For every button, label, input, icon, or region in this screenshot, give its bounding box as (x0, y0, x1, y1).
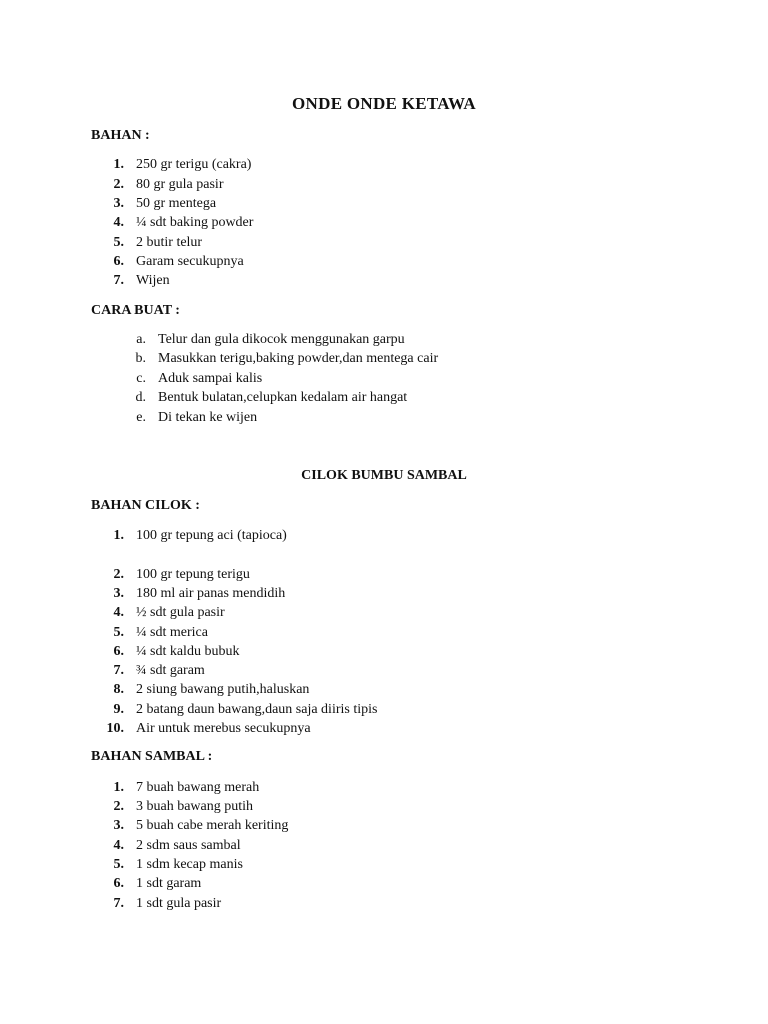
list-item-number: 3. (113, 586, 124, 601)
list-item-number: 6. (113, 876, 124, 891)
list-item-text: 50 gr mentega (136, 196, 217, 211)
list-item-text: 3 buah bawang putih (136, 799, 254, 814)
list-item-number: 8. (113, 682, 124, 697)
step-item-number: c. (136, 371, 146, 386)
list-item-text: ¾ sdt garam (136, 663, 205, 678)
step-item-number: a. (136, 332, 146, 347)
list-item-number: 5. (113, 857, 124, 872)
list-item-number: 4. (113, 838, 124, 853)
list-item-text: Garam secukupnya (136, 254, 244, 269)
list-item-text: 7 buah bawang merah (136, 780, 260, 795)
step-item-text: Di tekan ke wijen (158, 410, 258, 425)
list-item-number: 7. (113, 896, 124, 911)
list-item-text: 5 buah cabe merah keriting (136, 818, 289, 833)
step-item-number: b. (135, 351, 146, 366)
list-item-text: ¼ sdt merica (136, 625, 208, 640)
list-item-number: 2. (113, 799, 124, 814)
list-item-number: 5. (113, 235, 124, 250)
list-item-number: 9. (113, 702, 124, 717)
list-item-text: ¼ sdt kaldu bubuk (136, 644, 240, 659)
step-item-text: Telur dan gula dikocok menggunakan garpu (158, 332, 405, 347)
list-item-text: 180 ml air panas mendidih (136, 586, 286, 601)
list-item-text: 2 butir telur (136, 235, 203, 250)
recipe-title-onde-onde: ONDE ONDE KETAWA (292, 94, 476, 113)
step-item-text: Bentuk bulatan,celupkan kedalam air hangat (158, 390, 408, 405)
list-item-text: 2 sdm saus sambal (136, 838, 241, 853)
list-item-text: 1 sdt gula pasir (136, 896, 222, 911)
list-item-number: 7. (113, 273, 124, 288)
list-item-number: 1. (113, 528, 124, 543)
list-item-number: 1. (113, 780, 124, 795)
list-item-text: 80 gr gula pasir (136, 177, 224, 192)
heading-bahan: BAHAN : (91, 128, 150, 143)
step-item-text: Aduk sampai kalis (158, 371, 263, 386)
list-item-number: 7. (113, 663, 124, 678)
recipe-title-cilok: CILOK BUMBU SAMBAL (301, 468, 467, 483)
list-item-text: 250 gr terigu (cakra) (136, 157, 252, 172)
list-item-number: 2. (113, 567, 124, 582)
list-item-number: 3. (113, 818, 124, 833)
list-item-text: 100 gr tepung aci (tapioca) (136, 528, 287, 543)
list-item-number: 4. (113, 605, 124, 620)
list-item-number: 4. (113, 215, 124, 230)
step-item-number: e. (136, 410, 146, 425)
step-item-number: d. (135, 390, 146, 405)
list-item-text: Wijen (136, 273, 170, 288)
list-item-text: ¼ sdt baking powder (136, 215, 254, 230)
heading-cara-buat: CARA BUAT : (91, 303, 180, 318)
step-item-text: Masukkan terigu,baking powder,dan mentega cair (158, 351, 439, 366)
list-item-text: 100 gr tepung terigu (136, 567, 250, 582)
list-item-number: 6. (113, 644, 124, 659)
list-item-number: 10. (106, 721, 124, 736)
heading-bahan-cilok: BAHAN CILOK : (91, 498, 200, 513)
list-item-number: 3. (113, 196, 124, 211)
list-item-number: 2. (113, 177, 124, 192)
list-item-text: ½ sdt gula pasir (136, 605, 225, 620)
list-item-text: Air untuk merebus secukupnya (136, 721, 311, 736)
list-item-number: 1. (113, 157, 124, 172)
list-item-text: 2 siung bawang putih,haluskan (136, 682, 310, 697)
list-item-number: 5. (113, 625, 124, 640)
list-item-text: 2 batang daun bawang,daun saja diiris tipis (136, 702, 378, 717)
list-item-text: 1 sdt garam (136, 876, 202, 891)
heading-bahan-sambal: BAHAN SAMBAL : (91, 749, 213, 764)
list-item-text: 1 sdm kecap manis (136, 857, 243, 872)
list-item-number: 6. (113, 254, 124, 269)
